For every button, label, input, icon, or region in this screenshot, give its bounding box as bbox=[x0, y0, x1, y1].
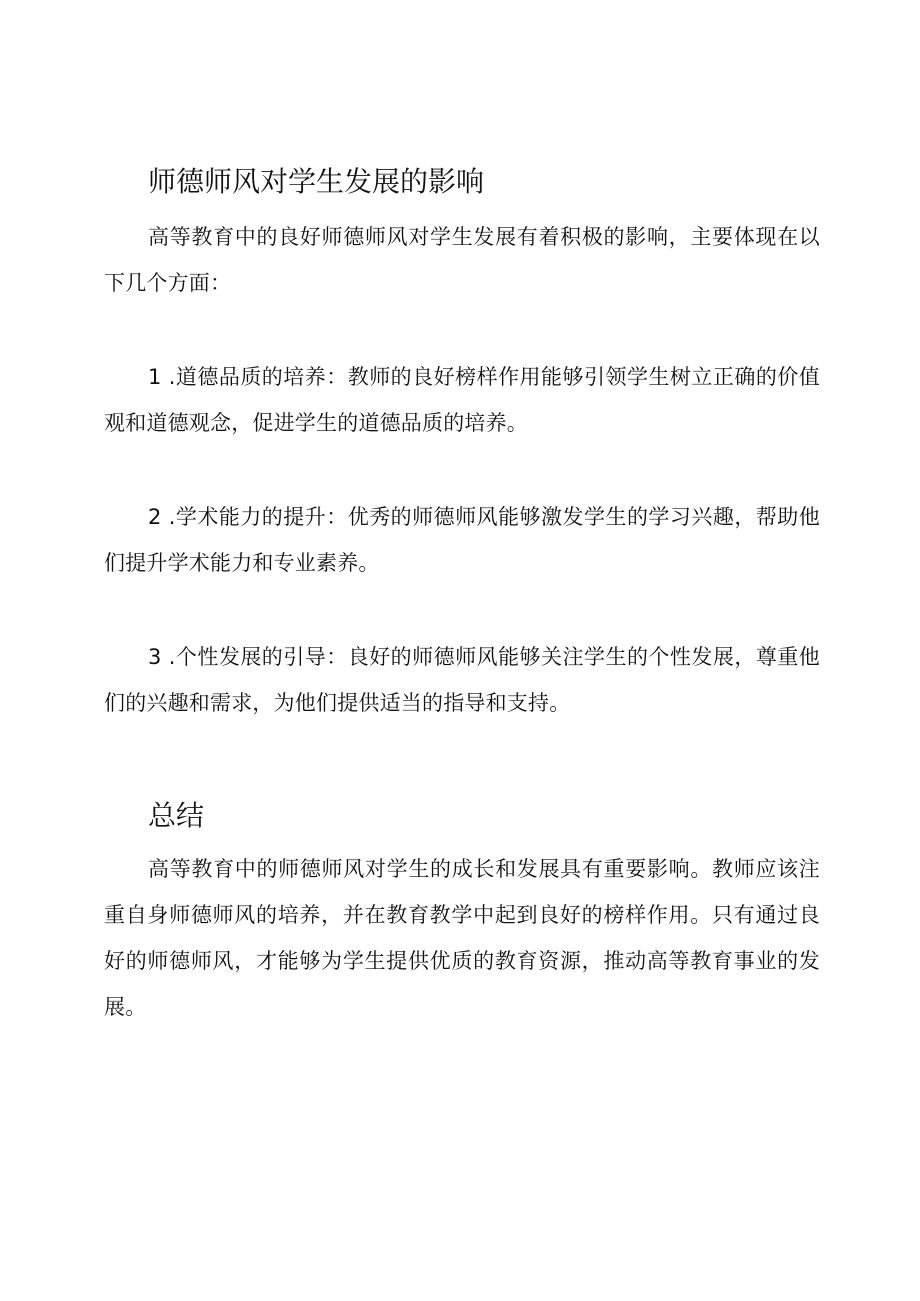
list-item-3 bbox=[104, 634, 820, 726]
summary-heading: 总结 bbox=[148, 799, 205, 832]
section-heading: 师德师风对学生发展的影响 bbox=[148, 165, 485, 198]
list-item-number: 1 bbox=[148, 365, 162, 389]
list-item-number: 3 bbox=[148, 645, 162, 669]
list-item-text: .学术能力的提升：优秀的师德师风能够激发学生的学习兴趣，帮助他们提升学术能力和专业素养。 bbox=[104, 505, 820, 575]
list-item-2 bbox=[104, 494, 820, 586]
intro-paragraph: 高等教育中的良好师德师风对学生发展有着积极的影响，主要体现在以下几个方面： bbox=[104, 225, 820, 295]
list-item-text: .个性发展的引导：良好的师德师风能够关注学生的个性发展，尊重他们的兴趣和需求，为他们提供适当的指导和支持。 bbox=[104, 645, 820, 715]
document-body bbox=[104, 162, 820, 1030]
list-item-text: .道德品质的培养：教师的良好榜样作用能够引领学生树立正确的价值观和道德观念，促进学生的道德品质的培养。 bbox=[104, 365, 820, 435]
list-item-1 bbox=[104, 354, 820, 446]
summary-paragraph: 高等教育中的师德师风对学生的成长和发展具有重要影响。教师应该注重自身师德师风的培养，并在教育教学中起到良好的榜样作用。只有通过良好的师德师风，才能够为学生提供优质的教育资源，推动高等教育事业的发展。 bbox=[104, 857, 820, 1019]
list-item-number: 2 bbox=[148, 505, 162, 529]
